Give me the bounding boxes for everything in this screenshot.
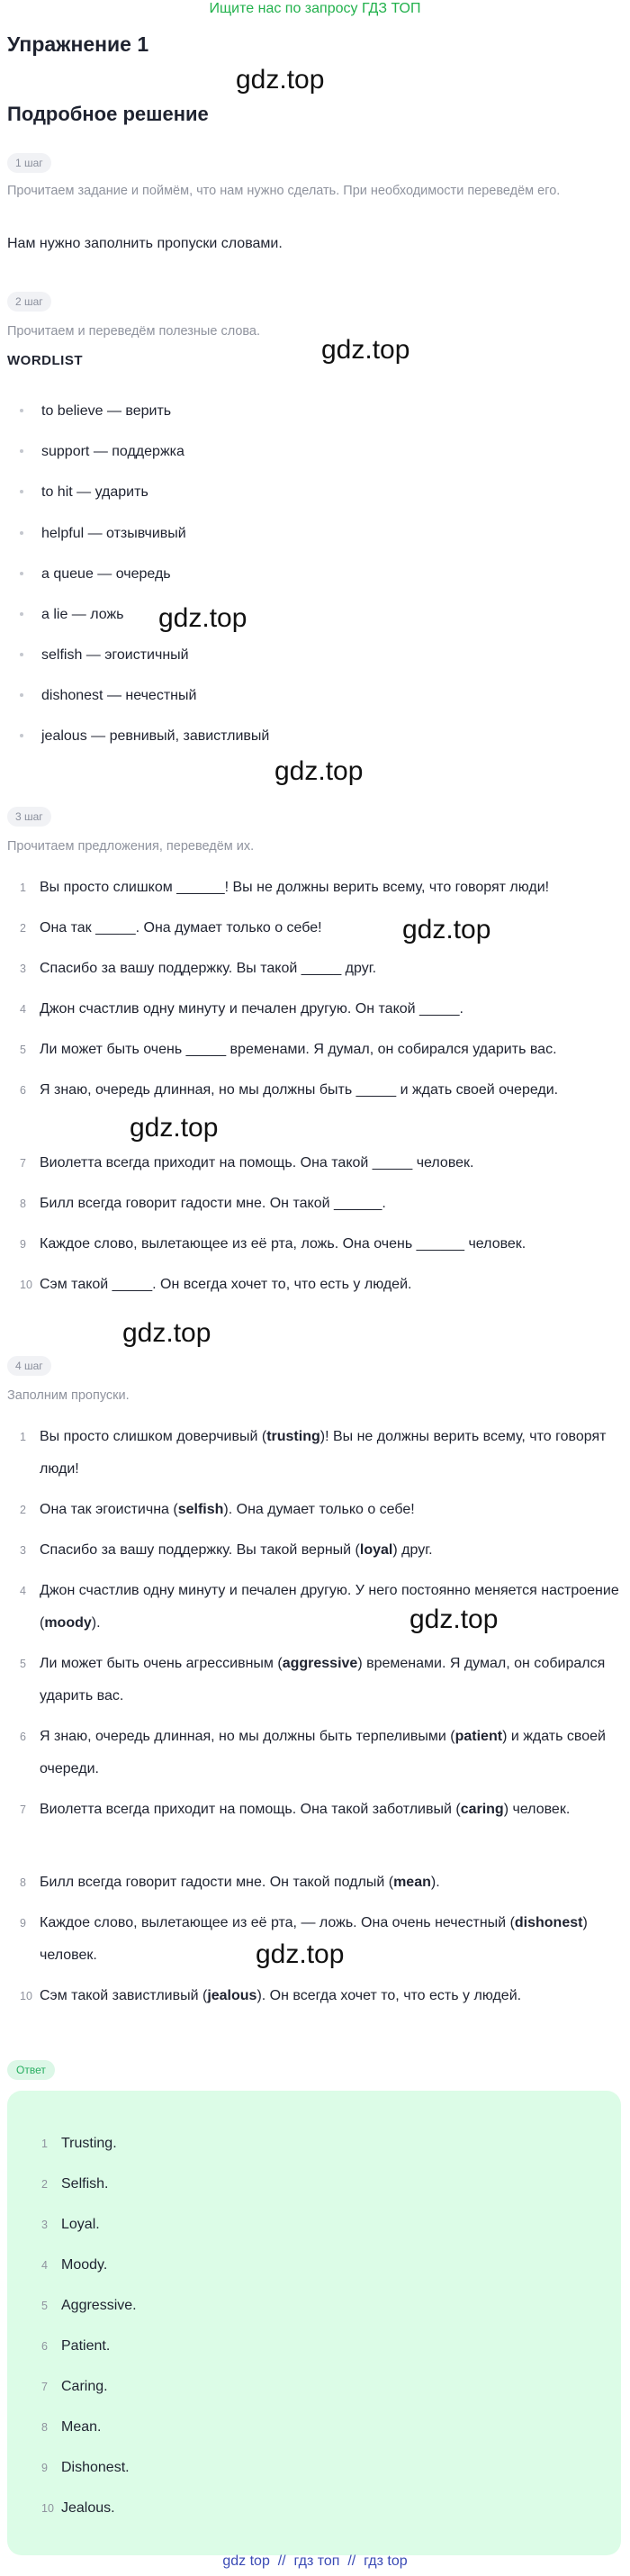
- list-item: jealous — ревнивый, завистливый: [20, 728, 269, 745]
- footer-link[interactable]: гдз top: [364, 2553, 408, 2569]
- footer-link[interactable]: гдз топ: [293, 2553, 340, 2569]
- answer-item: 5 Aggressive.: [41, 2298, 137, 2313]
- step-text: Нам нужно заполнить пропуски словами.: [7, 236, 283, 251]
- list-item: 5 Ли может быть очень _____ временами. Я думал, он собирался ударить вас.: [20, 1042, 557, 1057]
- answer-item: 7 Caring.: [41, 2379, 108, 2394]
- watermark: gdz.top: [236, 65, 325, 95]
- list-item: 4 Джон счастлив одну минуту и печален другую. Он такой _____.: [20, 1001, 464, 1017]
- list-item: 2 Она так _____. Она думает только о себе!: [20, 920, 322, 935]
- answer-item: 2 Selfish.: [41, 2176, 109, 2192]
- bullet-dot: [20, 449, 23, 453]
- watermark: gdz.top: [274, 756, 364, 786]
- watermark: gdz.top: [122, 1318, 212, 1348]
- list-item: 3 Спасибо за вашу поддержку. Вы такой _____ друг.: [20, 961, 377, 976]
- list-item: dishonest — нечестный: [20, 688, 196, 704]
- answer-badge: Ответ: [7, 2060, 55, 2080]
- top-banner: Ищите нас по запросу ГДЗ ТОП: [209, 1, 421, 16]
- step-badge: 1 шаг: [7, 153, 51, 173]
- bullet-dot: [20, 490, 23, 493]
- answer-box: [7, 2091, 621, 2555]
- list-item: 10 Сэм такой завистливый (jealous). Он всегда хочет то, что есть у людей.: [20, 1988, 522, 2003]
- bullet-dot: [20, 612, 23, 616]
- list-item: 7 Виолетта всегда приходит на помощь. Она такой _____ человек.: [20, 1155, 474, 1170]
- list-item: 9 Каждое слово, вылетающее из её рта, — ложь. Она очень нечестный (dishonest) человек.: [20, 1915, 588, 1963]
- answer-item: 1 Trusting.: [41, 2136, 117, 2151]
- list-item: 1 Вы просто слишком доверчивый (trusting)! Вы не должны верить всему, что говорят люди!: [20, 1429, 607, 1477]
- list-item: selfish — эгоистичный: [20, 647, 189, 664]
- list-item: 4 Джон счастлив одну минуту и печален другую. У него постоянно меняется настроение (moody).: [20, 1583, 619, 1631]
- footer-separator: //: [347, 2553, 356, 2569]
- bullet-dot: [20, 572, 23, 575]
- list-item: 6 Я знаю, очередь длинная, но мы должны быть _____ и ждать своей очереди.: [20, 1082, 559, 1098]
- step-badge: 4 шаг: [7, 1356, 51, 1376]
- list-item: 5 Ли может быть очень агрессивным (aggressive) временами. Я думал, он собирался ударить вас.: [20, 1656, 606, 1704]
- answer-item: 8 Mean.: [41, 2419, 102, 2435]
- list-item: 6 Я знаю, очередь длинная, но мы должны быть терпеливыми (patient) и ждать своей очереди.: [20, 1729, 606, 1776]
- bullet-dot: [20, 653, 23, 656]
- bullet-dot: [20, 409, 23, 412]
- exercise-title: Упражнение 1: [7, 32, 149, 56]
- watermark: gdz.top: [130, 1113, 219, 1143]
- step-badge: 2 шаг: [7, 292, 51, 312]
- list-item: 3 Спасибо за вашу поддержку. Вы такой верный (loyal) друг.: [20, 1542, 433, 1558]
- footer-link[interactable]: gdz top: [222, 2553, 270, 2569]
- list-item: a queue — очередь: [20, 566, 171, 583]
- bullet-dot: [20, 734, 23, 737]
- list-item: a lie — ложь: [20, 607, 124, 623]
- footer-links: [0, 2553, 630, 2570]
- step-description: Прочитаем задание и поймём, что нам нужно сделать. При необходимости переведём его.: [7, 184, 561, 198]
- list-item: 10 Сэм такой _____. Он всегда хочет то, что есть у людей.: [20, 1277, 412, 1292]
- bullet-dot: [20, 693, 23, 697]
- answer-item: 10 Jealous.: [41, 2500, 115, 2516]
- list-item: to hit — ударить: [20, 484, 148, 501]
- solution-title: Подробное решение: [7, 103, 209, 125]
- watermark: gdz.top: [321, 335, 410, 365]
- step-description: Заполним пропуски.: [7, 1388, 130, 1403]
- list-item: 7 Виолетта всегда приходит на помощь. Она такой заботливый (caring) человек.: [20, 1802, 571, 1817]
- watermark: gdz.top: [158, 603, 248, 633]
- list-item: 8 Билл всегда говорит гадости мне. Он такой ______.: [20, 1196, 386, 1211]
- answer-item: 4 Moody.: [41, 2257, 108, 2273]
- watermark: gdz.top: [410, 1604, 499, 1634]
- answer-item: 6 Patient.: [41, 2338, 111, 2354]
- answer-item: 9 Dishonest.: [41, 2460, 130, 2475]
- list-item: 1 Вы просто слишком ______! Вы не должны верить всему, что говорят люди!: [20, 880, 550, 895]
- list-item: 9 Каждое слово, вылетающее из её рта, ложь. Она очень ______ человек.: [20, 1236, 526, 1252]
- answer-item: 3 Loyal.: [41, 2217, 100, 2232]
- bullet-dot: [20, 531, 23, 535]
- list-item: support — поддержка: [20, 444, 184, 460]
- wordlist-label: WORDLIST: [7, 353, 83, 368]
- watermark: gdz.top: [402, 915, 491, 945]
- step-description: Прочитаем предложения, переведём их.: [7, 839, 255, 854]
- list-item: helpful — отзывчивый: [20, 526, 186, 542]
- step-badge: 3 шаг: [7, 807, 51, 827]
- watermark: gdz.top: [256, 1939, 345, 1969]
- footer-separator: //: [277, 2553, 286, 2569]
- list-item: to believe — верить: [20, 403, 171, 420]
- step-description: Прочитаем и переведём полезные слова.: [7, 324, 261, 339]
- list-item: 8 Билл всегда говорит гадости мне. Он такой подлый (mean).: [20, 1875, 440, 1890]
- list-item: 2 Она так эгоистична (selfish). Она думает только о себе!: [20, 1502, 415, 1517]
